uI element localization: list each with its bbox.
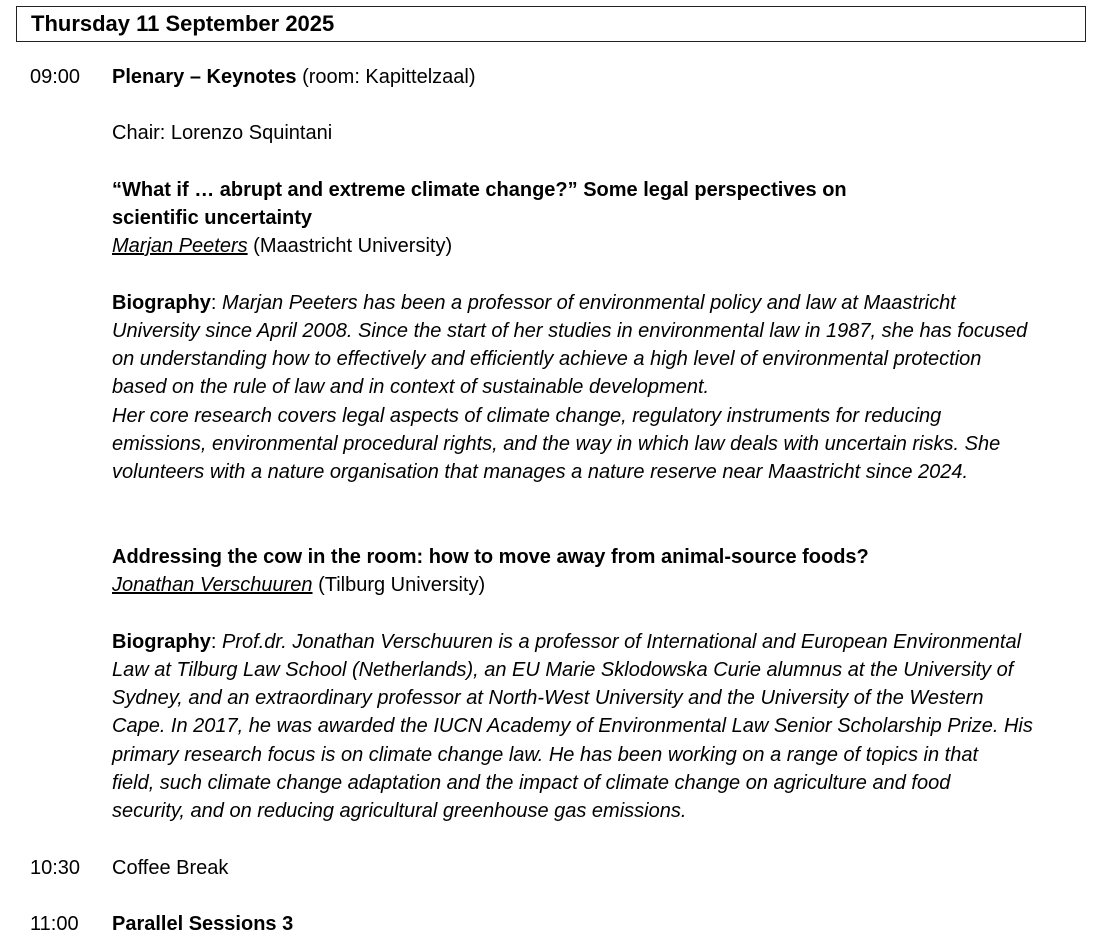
talk-1-bio-line-4: based on the rule of law and in context of sustainable development.	[112, 376, 710, 398]
coffee-time: 10:30	[30, 857, 81, 879]
talk-2-bio-line-4: Cape. In 2017, he was awarded the IUCN Academy of Environmental Law Senior Scholarship Prize. His	[112, 715, 1033, 737]
talk-1-bio-line-7: volunteers with a nature organisation that manages a nature reserve near Maastricht since 2024.	[112, 461, 969, 483]
talk-1-bio-text: Marjan Peeters has been a professor of environmental policy and law at Maastricht	[222, 292, 956, 314]
talk-1-title-line-2: scientific uncertainty	[112, 207, 313, 229]
plenary-room: (room: Kapittelzaal)	[296, 66, 476, 88]
talk-2-speaker-line	[112, 571, 485, 599]
parallel-label: Parallel Sessions 3	[112, 913, 294, 935]
talk-1-speaker: Marjan Peeters	[112, 235, 248, 257]
plenary-time: 09:00	[30, 66, 81, 88]
talk-1-bio-line-2: University since April 2008. Since the start of her studies in environmental law in 1987, she has focused	[112, 320, 1028, 342]
talk-2-bio-line-5: primary research focus is on climate change law. He has been working on a range of topics in that	[112, 744, 979, 766]
talk-1-bio-line-5: Her core research covers legal aspects of climate change, regulatory instruments for reducing	[112, 405, 942, 427]
talk-2-bio-text: Prof.dr. Jonathan Verschuuren is a professor of International and European Environmental	[222, 631, 1022, 653]
talk-2-affiliation: (Tilburg University)	[312, 574, 486, 596]
talk-1-bio-line-6: emissions, environmental procedural rights, and the way in which law deals with uncertain risks. She	[112, 433, 1001, 455]
talk-1-bio-line-1	[112, 289, 956, 317]
talk-2-bio-line-1	[112, 628, 1021, 656]
talk-2-speaker: Jonathan Verschuuren	[112, 574, 313, 596]
talk-1-speaker-line	[112, 232, 452, 260]
day-title: Thursday 11 September 2025	[16, 6, 1086, 42]
plenary-chair: Chair: Lorenzo Squintani	[112, 122, 333, 144]
talk-1-title-line-1: “What if … abrupt and extreme climate change?” Some legal perspectives on	[112, 179, 847, 201]
plenary-heading	[112, 63, 476, 91]
talk-1-bio-label: Biography	[112, 292, 211, 314]
plenary-title: Plenary – Keynotes	[112, 66, 297, 88]
talk-2-bio-line-7: security, and on reducing agricultural greenhouse gas emissions.	[112, 800, 687, 822]
coffee-label: Coffee Break	[112, 857, 229, 879]
talk-2-bio-label: Biography	[112, 631, 211, 653]
talk-1-affiliation: (Maastricht University)	[247, 235, 453, 257]
talk-2-title: Addressing the cow in the room: how to move away from animal-source foods?	[112, 546, 869, 568]
talk-2-bio-line-6: field, such climate change adaptation and the impact of climate change on agriculture and food	[112, 772, 951, 794]
parallel-time: 11:00	[30, 913, 79, 935]
talk-1-bio-line-3: on understanding how to effectively and efficiently achieve a high level of environmental protection	[112, 348, 982, 370]
talk-2-bio-line-2: Law at Tilburg Law School (Netherlands), an EU Marie Sklodowska Curie alumnus at the University of	[112, 659, 1014, 681]
talk-2-bio-separator: :	[210, 631, 223, 653]
talk-2-bio-line-3: Sydney, and an extraordinary professor at North-West University and the University of the Western	[112, 687, 984, 709]
talk-1-bio-separator: :	[210, 292, 223, 314]
